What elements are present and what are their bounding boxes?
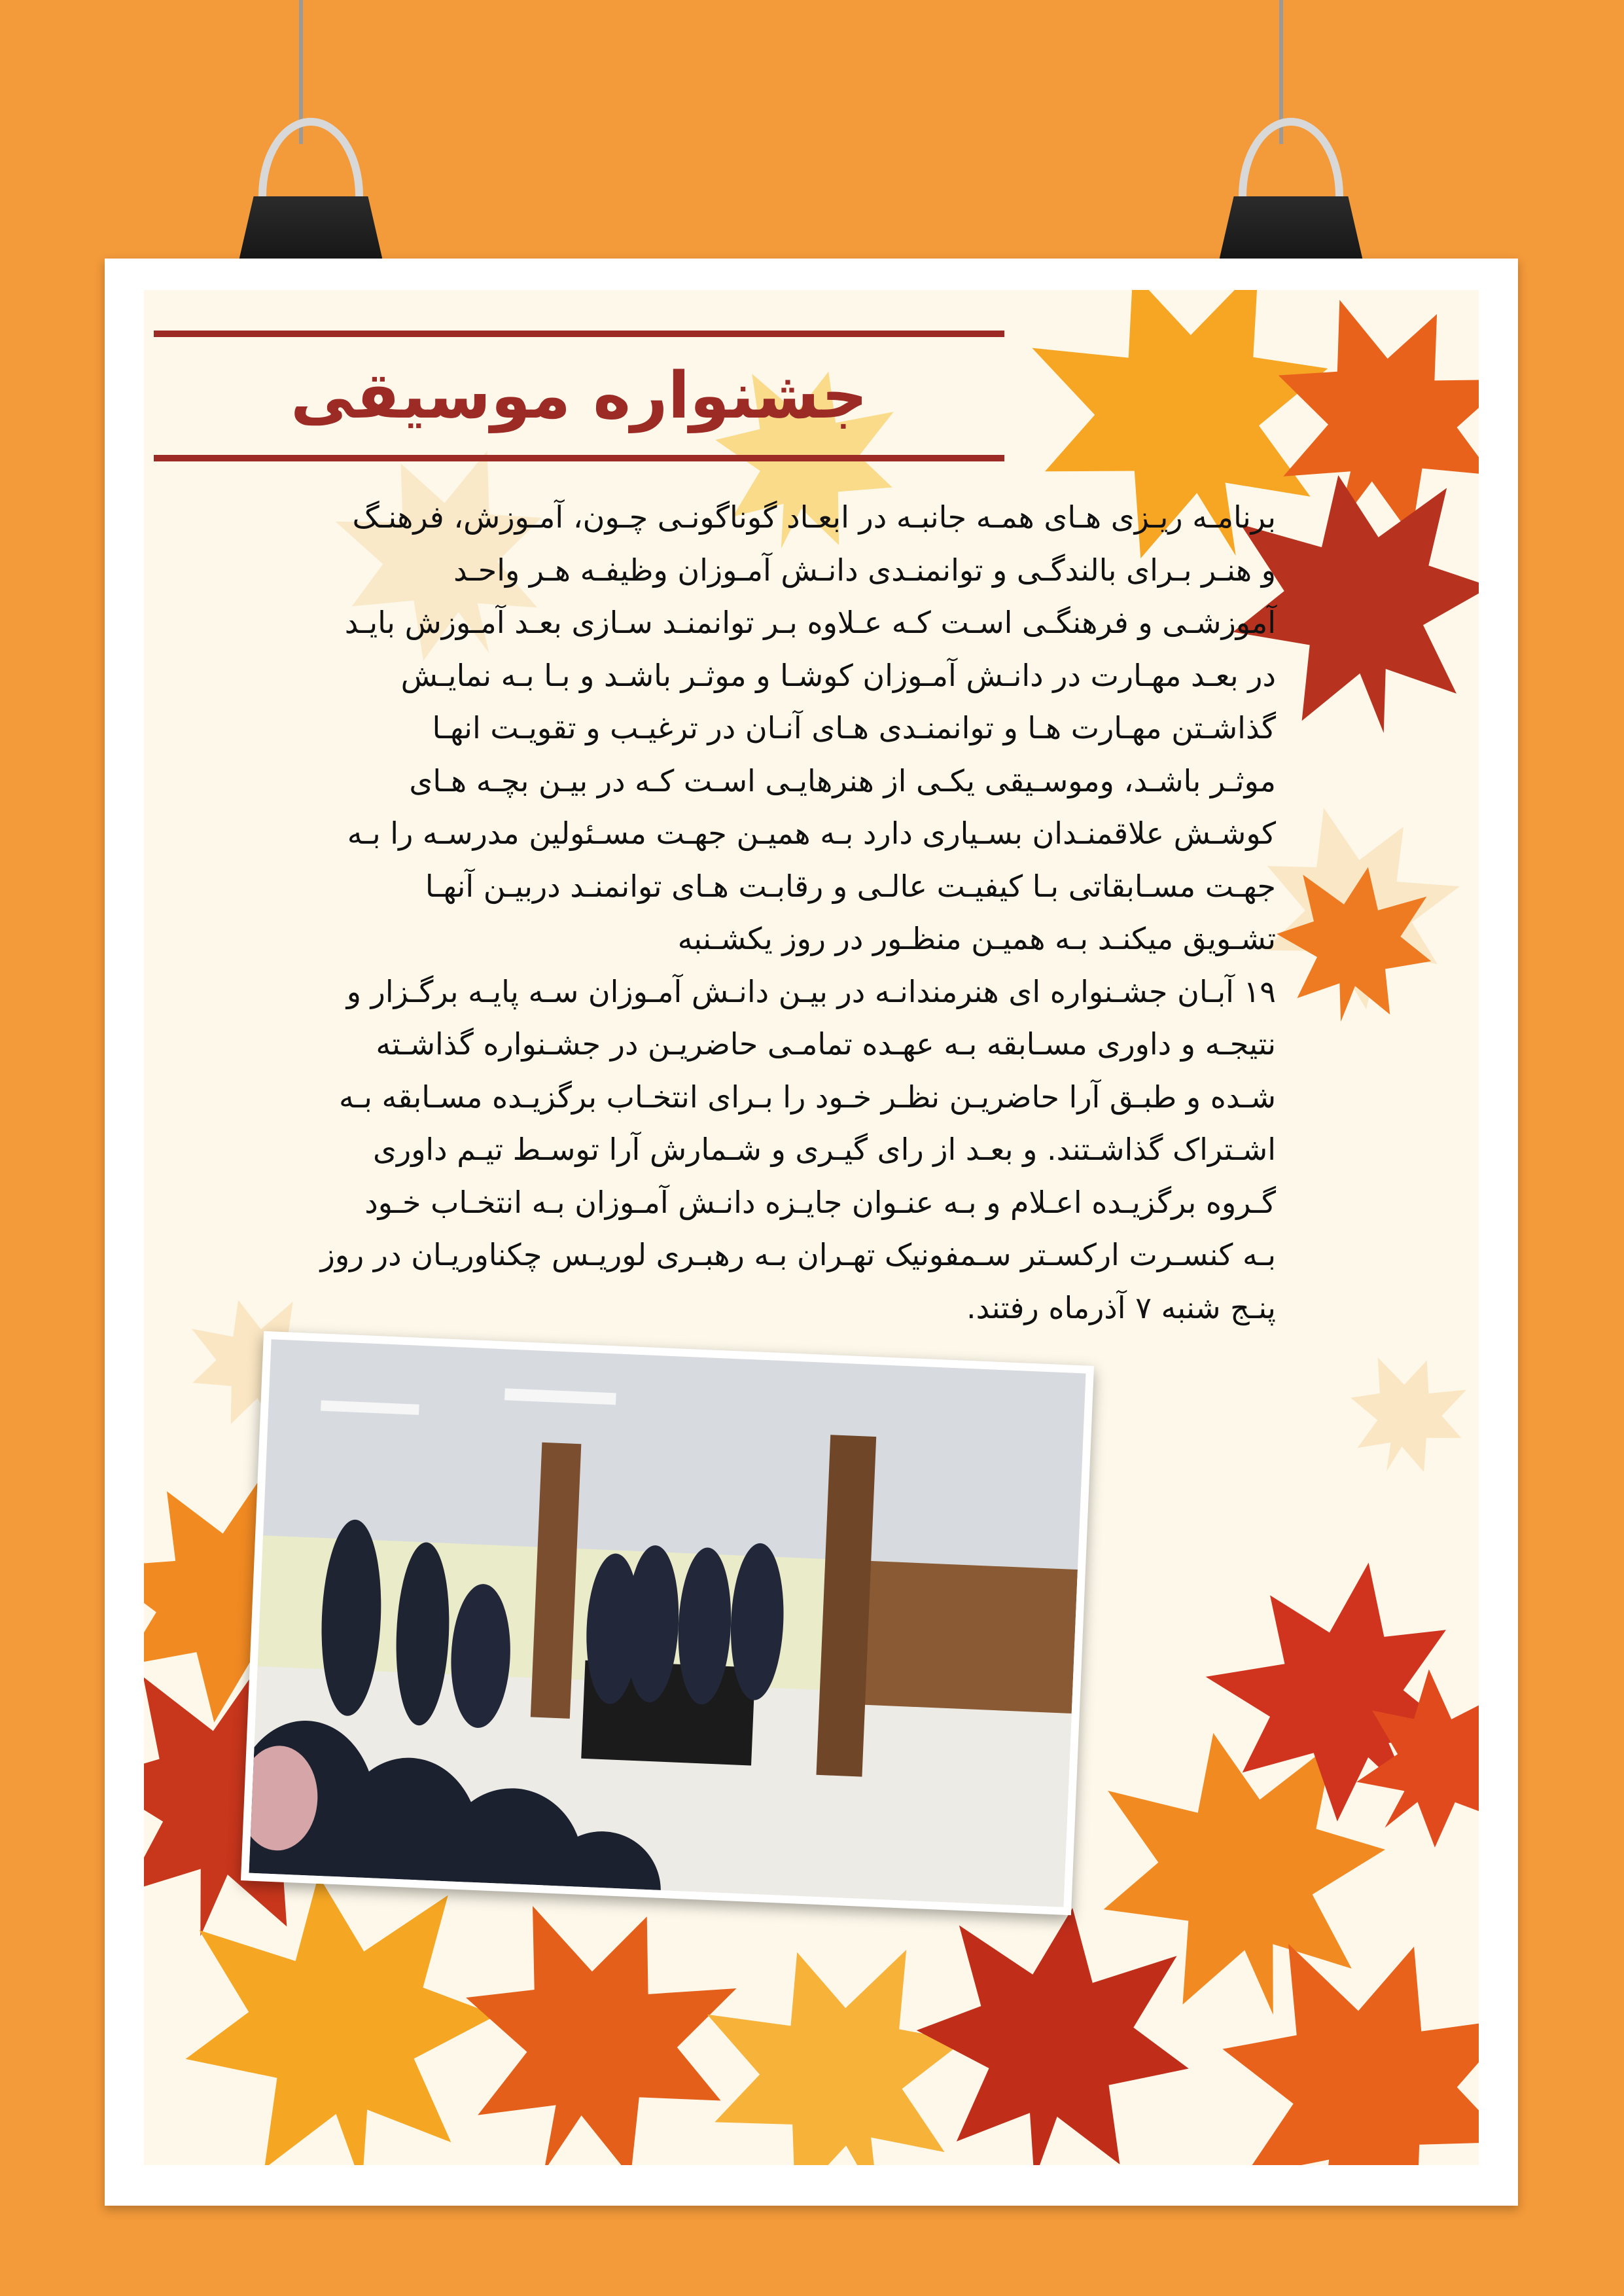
photo-image	[249, 1339, 1086, 1907]
music-class-photo	[241, 1331, 1094, 1915]
article-body: برنامـه ریـزی هـای همـه جانبـه در ابعـاد گوناگونـی چـون، آمـوزش، فرهنـگ و هنـر بـرای بالندگـی و توانمنـدی دانـش آمـوزان وظیفـه هـر واحـد آموزشـی و فرهنگـی اسـت کـه عـلاوه بـر توانمنـد سـازی بعـد آمـوزش بایـد در بعـد مهـارت در دانـش آمـوزان کوشـا و موثـر باشـد و بـا بـه نمایـش گذاشـتن مهـارت هـا و توانمنـدی هـای آنـان در ترغیـب و تقویـت انهـا موثـر باشـد، وموسـیقی یکـی از هنرهایـی اسـت کـه در بیـن بچـه هـای کوشـش علاقمنـدان بسـیاری دارد بـه همیـن جهـت مسـئولین مدرسـه را بـه جهـت مسـابقاتی بـا کیفیـت عالـی و رقابـت هـای توانمنـد دربیـن آنهـا تشـویق میکنـد بـه همیـن منظـور در روز یکشـنبه ۱۹ آبـان جشـنواره ای هنرمندانـه در بیـن دانـش آمـوزان سـه پایـه برگـزار و نتیجـه و داوری مسـابقه بـه عهـده تمامـی حاضریـن در جشـنواره گذاشـته شـده و طبـق آرا حاضریـن نظـر خـود را بـرای انتخـاب برگزیـده مسـابقه بـه اشـتراک گذاشـتند. و بعـد از رای گیـری و شـمارش آرا توسـط تیـم داوری گـروه برگزیـده اعـلام و بـه عنـوان جایـزه دانـش آمـوزان بـه انتخـاب خـود بـه کنسـرت ارکسـتر سـمفونیک تهـران بـه رهبـری لوریـس چکناوریـان در روز پنـج شنبه ۷ آذرماه رفتند.	[320, 499, 1276, 1325]
title-rule-bottom	[154, 455, 1004, 461]
maple-leaf-icon	[1332, 1340, 1479, 1492]
binder-clip-left-icon	[236, 118, 386, 275]
maple-leaf-icon	[898, 1889, 1209, 2165]
photo-icon	[249, 1339, 1086, 1907]
binder-clip-right-icon	[1216, 118, 1366, 275]
page-title: جشنواره موسیقی	[291, 359, 868, 433]
title-rule-top	[154, 331, 1004, 337]
